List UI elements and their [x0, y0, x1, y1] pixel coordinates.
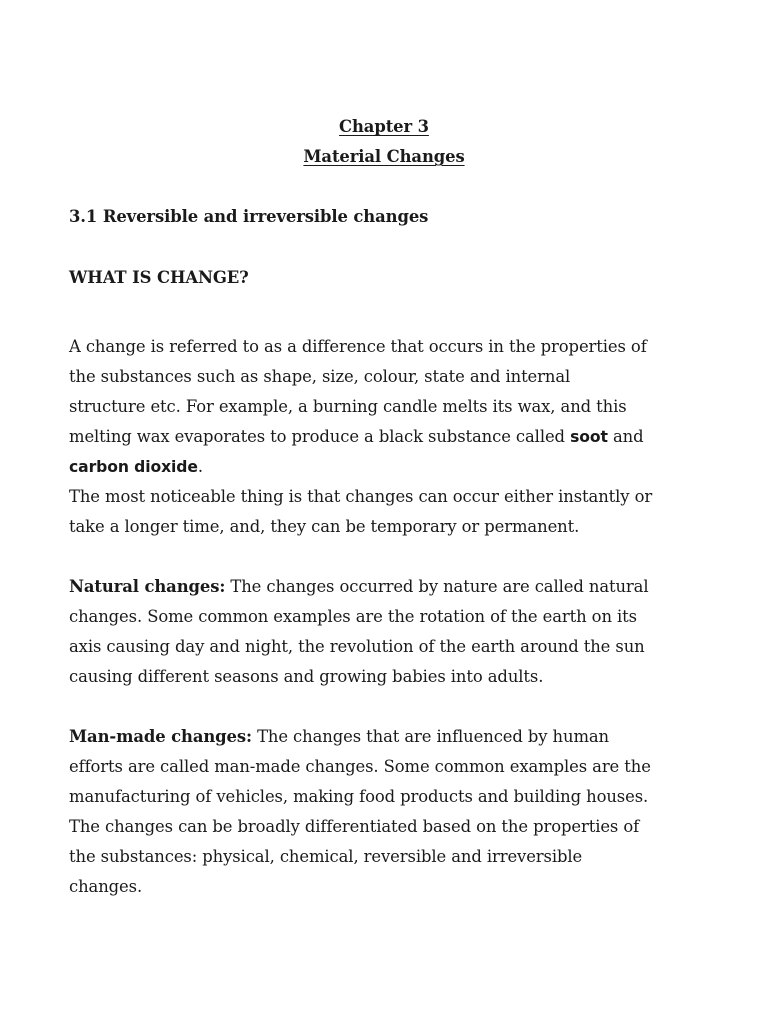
natural-line-1-text: The changes occurred by nature are called natural: [225, 577, 649, 596]
question-heading: WHAT IS CHANGE?: [69, 268, 249, 287]
intro-line-2: the substances such as shape, size, colour, state and internal: [69, 367, 571, 386]
natural-line-3: axis causing day and night, the revolution of the earth around the sun: [69, 637, 645, 656]
natural-line-4: causing different seasons and growing babies into adults.: [69, 667, 544, 686]
intro-line-6: The most noticeable thing is that changes can occur either instantly or: [69, 487, 653, 506]
section-heading: 3.1 Reversible and irreversible changes: [69, 207, 429, 226]
natural-line-1: [69, 577, 648, 597]
intro-line-4-text: melting wax evaporates to produce a black substance called: [69, 427, 571, 446]
intro-line-5-end: .: [197, 457, 203, 476]
intro-line-4: [69, 427, 643, 447]
manmade-line-3: manufacturing of vehicles, making food products and building houses.: [69, 787, 649, 806]
term-soot: soot: [570, 428, 608, 446]
intro-line-4-end: and: [607, 427, 644, 446]
intro-line-7: take a longer time, and, they can be temporary or permanent.: [69, 517, 580, 536]
intro-line-5: [69, 457, 203, 477]
manmade-line-2: efforts are called man-made changes. Some common examples are the: [69, 757, 651, 776]
intro-line-3: structure etc. For example, a burning candle melts its wax, and this: [69, 397, 627, 416]
intro-line-1: A change is referred to as a difference that occurs in the properties of: [69, 337, 647, 356]
manmade-line-5: the substances: physical, chemical, reversible and irreversible: [69, 847, 583, 866]
manmade-line-4: The changes can be broadly differentiated based on the properties of: [69, 817, 640, 836]
manmade-line-6: changes.: [69, 877, 143, 896]
manmade-line-1-text: The changes that are influenced by human: [251, 727, 610, 746]
manmade-line-1: [69, 727, 609, 747]
natural-line-2: changes. Some common examples are the rotation of the earth on its: [69, 607, 637, 626]
chapter-number: Chapter 3: [339, 117, 429, 136]
natural-changes-term: Natural changes:: [69, 577, 226, 596]
chapter-title: Material Changes: [303, 147, 465, 166]
manmade-changes-term: Man-made changes:: [69, 727, 252, 746]
term-carbon-dioxide: carbon dioxide: [69, 458, 198, 476]
